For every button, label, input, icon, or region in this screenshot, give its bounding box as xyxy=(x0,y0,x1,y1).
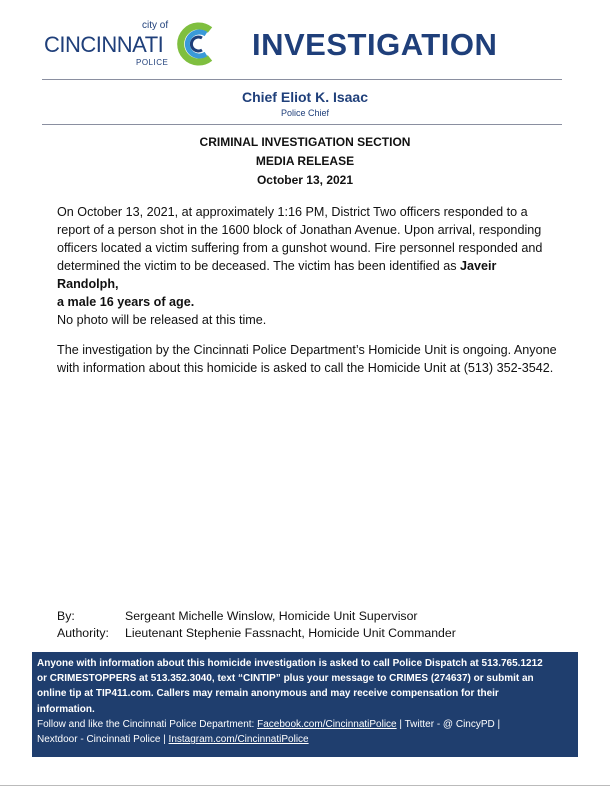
paragraph-investigation xyxy=(57,341,557,377)
signature-by-value: Sergeant Michelle Winslow, Homicide Unit Supervisor xyxy=(125,609,418,623)
chief-name: Chief Eliot K. Isaac xyxy=(241,89,369,105)
twitter-text: | Twitter - @ CincyPD | xyxy=(396,718,501,730)
paragraph-line xyxy=(57,293,557,311)
victim-description: a male 16 years of age. xyxy=(57,295,195,309)
footer-tip-text: or CRIMESTOPPERS at 513.352.3040, text “CINTIP” plus your message to CRIMES (274637) or submit an xyxy=(37,673,534,685)
instagram-link[interactable]: Instagram.com/CincinnatiPolice xyxy=(168,734,309,746)
section-heading: CRIMINAL INVESTIGATION SECTION xyxy=(199,135,411,149)
paragraph-line: On October 13, 2021, at approximately 1:16 PM, District Two officers responded to a xyxy=(57,205,528,219)
logo-city-of: city of xyxy=(142,20,169,31)
logo-city-name: CINCINNATI xyxy=(44,32,164,57)
paragraph-line: report of a person shot in the 1600 block of Jonathan Avenue. Upon arrival, responding xyxy=(57,223,542,237)
paragraph-line xyxy=(57,257,557,293)
footer-tip-text: online tip at TIP411.com. Callers may remain anonymous and may receive compensation for their xyxy=(37,688,499,700)
footer-line xyxy=(37,686,573,701)
footer-tip-text: information. xyxy=(37,703,95,715)
nextdoor-text: Nextdoor - Cincinnati Police | xyxy=(37,734,169,746)
footer-tip-text: Anyone with information about this homicide investigation is asked to call Police Dispatch at 513.765.1212 xyxy=(37,658,543,669)
signature-by-label: By: xyxy=(57,609,75,623)
chief-title: Police Chief xyxy=(280,108,330,118)
signature-authority-value: Lieutenant Stephenie Fassnacht, Homicide Unit Commander xyxy=(125,626,456,640)
facebook-link[interactable]: Facebook.com/CincinnatiPolice xyxy=(257,718,397,730)
victim-name: Javeir Randolph, xyxy=(57,259,497,291)
footer-line xyxy=(37,702,573,717)
release-type: MEDIA RELEASE xyxy=(255,154,355,168)
header-divider-bottom xyxy=(42,124,562,125)
tip-info-footer xyxy=(32,652,578,757)
paragraph-text: determined the victim to be deceased. The victim has been identified as xyxy=(57,259,460,273)
page-bottom-divider xyxy=(0,785,610,786)
paragraph-incident xyxy=(57,203,557,311)
header-divider-top xyxy=(42,79,562,80)
release-date: October 13, 2021 xyxy=(256,173,354,187)
footer-follow-line xyxy=(37,717,573,732)
footer-line xyxy=(37,671,573,686)
paragraph-line: officers located a victim suffering from a gunshot wound. Fire personnel responded and xyxy=(57,241,543,255)
footer-line xyxy=(37,656,573,671)
follow-text: Follow and like the Cincinnati Police Department: xyxy=(37,718,258,730)
logo-c-swoosh-icon xyxy=(172,18,216,70)
paragraph-line: The investigation by the Cincinnati Police Department’s Homicide Unit is ongoing. Anyone xyxy=(57,343,557,357)
paragraph-line: with information about this homicide is asked to call the Homicide Unit at (513) 352-3542. xyxy=(57,361,554,375)
footer-follow-line xyxy=(37,732,573,747)
signature-authority-label: Authority: xyxy=(57,626,109,640)
cincinnati-police-logo xyxy=(44,18,216,70)
paragraph-photo: No photo will be released at this time. xyxy=(57,313,267,327)
document-title: INVESTIGATION xyxy=(252,27,498,62)
logo-police: POLICE xyxy=(136,58,169,67)
